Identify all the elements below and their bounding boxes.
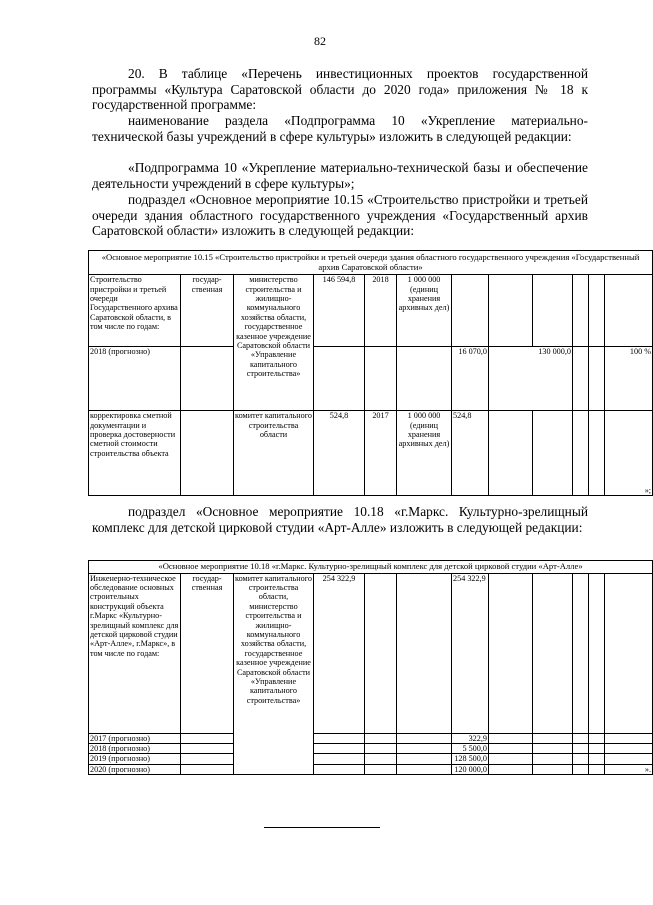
table-caption: «Основное мероприятие 10.18 «г.Маркс. Культурно-зрелищный комплекс для детской цирковой студии «Арт-Алле»: [89, 561, 653, 574]
paragraph-item-20: 20. В таблице «Перечень инвестиционных проектов государственной программы «Культура Саратовской области до 2020 года» приложения № 18 к государственной программе:: [92, 66, 588, 113]
table-cell-value: 322,9: [452, 733, 489, 743]
paragraph-subprogram-10: «Подпрограмма 10 «Укрепление материально-технической базы и обеспечение деятельности учреждений в сфере культуры»;: [92, 160, 588, 191]
table-cell-year: 2018: [365, 275, 397, 347]
table-end-mark: »;: [605, 411, 653, 496]
table-cell-percent: 100 %: [605, 347, 653, 411]
table-cell-cost: 524,8: [314, 411, 365, 496]
table-cell-value: 120 000,0: [452, 764, 489, 774]
table-cell-value: 524,8: [452, 411, 489, 496]
paragraph-section-name: наименование раздела «Подпрограмма 10 «Укрепление материально-технической базы учреждений в сфере культуры» изложить в следующей редакции:: [92, 113, 588, 144]
table-cell-customer: министерство строительства и жилищно-коммунального хозяйства области, государственное казенное учреждение Саратовской области «Управление капитального строительства»: [234, 275, 314, 411]
table-end-mark: ».: [605, 764, 653, 774]
table-cell-ownership: государ-ственная: [181, 573, 234, 733]
table-cell-customer: комитет капитального строительства области, министерство строительства и жилищно-коммунального хозяйства области, государственное казенное учреждение Саратовской области «Управление капитального строительства»: [234, 573, 314, 775]
table-cell-capacity: 1 000 000 (единиц хранения архивных дел): [397, 411, 452, 496]
table-measure-10-15: [88, 250, 653, 496]
paragraph-subsection-10-15: подраздел «Основное мероприятие 10.15 «Строительство пристройки и третьей очереди здания областного государственного учреждения «Государственный архив Саратовской области» изложить в следующей редакции:: [92, 192, 588, 239]
table-cell-year-label: 2019 (прогнозно): [89, 754, 181, 764]
table-cell-year-label: 2017 (прогнозно): [89, 733, 181, 743]
table-cell-cost: 254 322,9: [314, 573, 365, 733]
table-cell-value: 254 322,9: [452, 573, 489, 733]
table-caption: «Основное мероприятие 10.15 «Строительство пристройки и третьей очереди здания областного государственного учреждения «Государственный архив Саратовской области»: [89, 251, 653, 275]
table-cell-customer: комитет капитального строительства области: [234, 411, 314, 496]
table-cell-year: 2017: [365, 411, 397, 496]
paragraph-subsection-10-18: подраздел «Основное мероприятие 10.18 «г.Маркс. Культурно-зрелищный комплекс для детской цирковой студии «Арт-Алле» изложить в следующей редакции:: [92, 504, 588, 535]
table-cell-value: 128 500,0: [452, 754, 489, 764]
table-cell-value: 130 000,0: [489, 347, 573, 411]
table-cell-name: Инженерно-техническое обследование основных строительных конструкций объекта г.Маркс «Культурно-зрелищный комплекс для детской цирковой студии «Арт-Алле», г.Маркс», в том числе по годам:: [89, 573, 181, 733]
table-cell-name: корректировка сметной документации и проверка достоверности сметной стоимости строительства объекта: [89, 411, 181, 496]
table-cell-value: 5 500,0: [452, 744, 489, 754]
table-cell-name: Строительство пристройки и третьей очереди Государственного архива Саратовской области, в том числе по годам:: [89, 275, 181, 347]
page-number: 82: [314, 34, 326, 48]
table-measure-10-18: [88, 560, 653, 775]
table-cell-year-label: 2020 (прогнозно): [89, 764, 181, 774]
table-cell-cost: 146 594,8: [314, 275, 365, 347]
table-cell-ownership: государ-ственная: [181, 275, 234, 347]
table-cell-value: 16 070,0: [452, 347, 489, 411]
table-cell-year-label: 2018 (прогнозно): [89, 744, 181, 754]
table-cell-year-label: 2018 (прогнозно): [89, 347, 181, 411]
footer-divider: [264, 827, 380, 828]
table-cell-capacity: 1 000 000 (единиц хранения архивных дел): [397, 275, 452, 347]
